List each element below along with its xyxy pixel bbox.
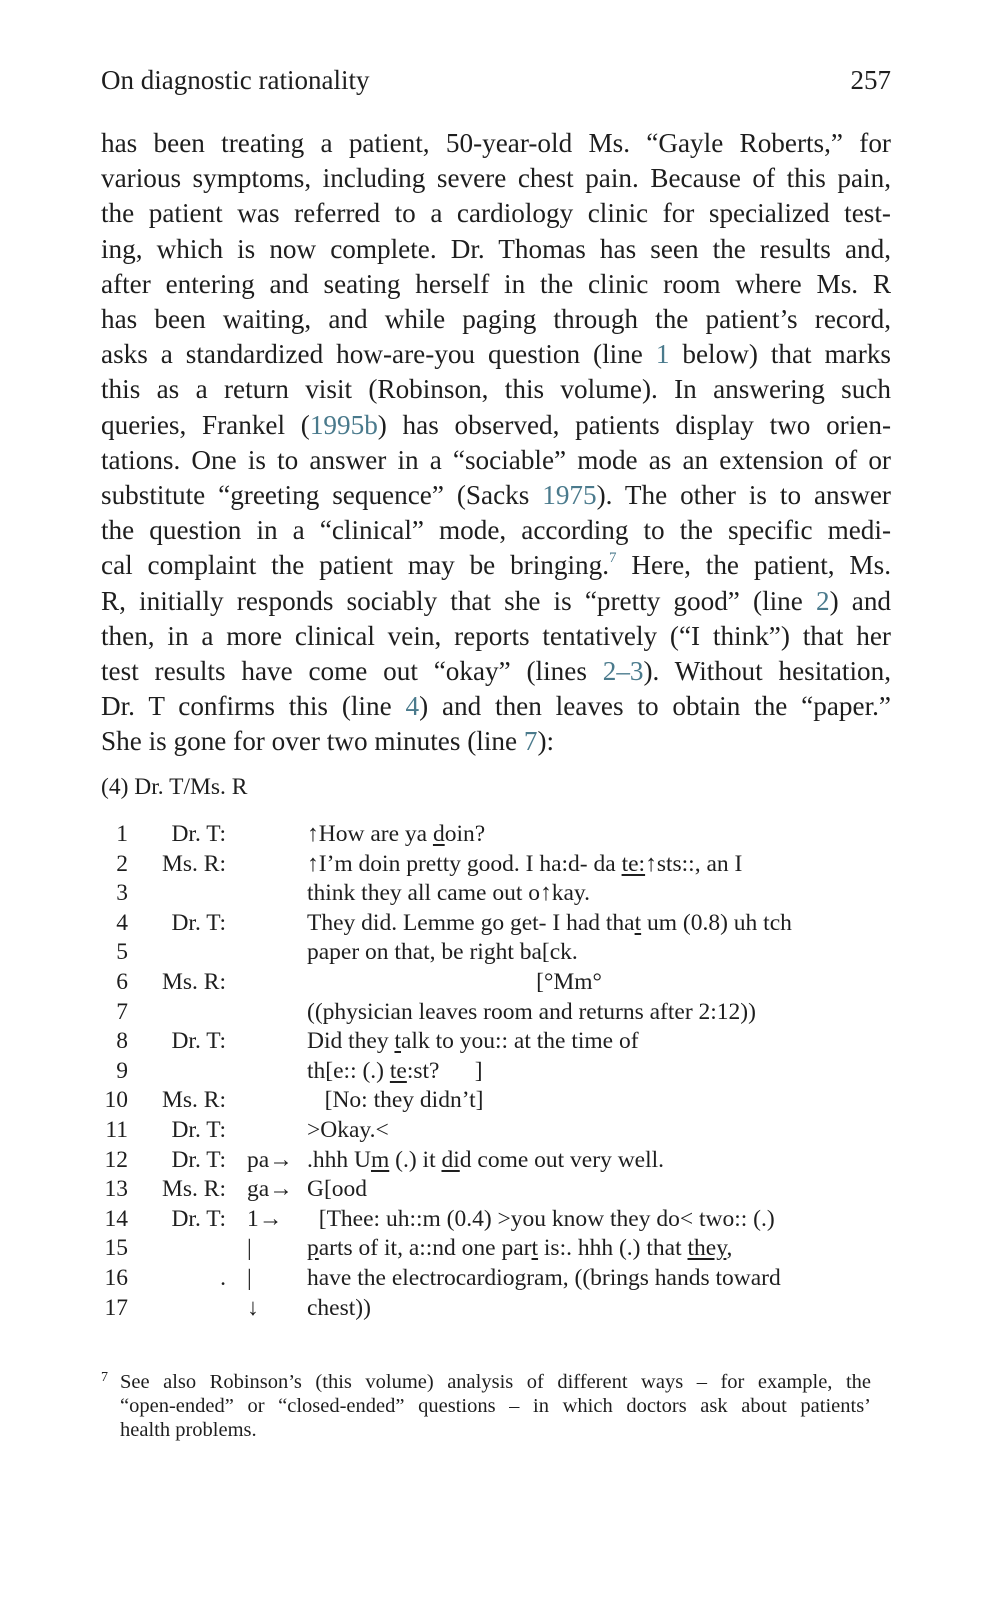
line-number: 4	[116, 909, 128, 936]
paragraph-line: the patient was referred to a cardiology clinic for specialized test-	[101, 198, 891, 229]
line-number: 7	[116, 998, 128, 1025]
page-number: 257	[850, 65, 891, 95]
paragraph-line: has been waiting, and while paging through the patient’s record,	[101, 304, 891, 335]
cross-reference-link[interactable]: 1975	[542, 480, 597, 511]
transcript-line	[0, 1116, 988, 1146]
utterance-text: th[e:: (.) te:st? ]	[307, 1057, 483, 1084]
paragraph-line: this as a return visit (Robinson, this volume). In answering such	[101, 374, 891, 405]
stressed-syllable: t	[394, 1028, 401, 1055]
transcript-line	[0, 938, 988, 968]
running-head	[101, 64, 891, 96]
stressed-syllable: te	[389, 1057, 407, 1084]
speaker-label: Ms. R:	[162, 1087, 226, 1114]
stressed-syllable: m	[370, 1146, 390, 1173]
utterance-text: have the electrocardiogram, ((brings hands toward	[307, 1264, 781, 1291]
transcript-line	[0, 1175, 988, 1205]
line-number: 14	[104, 1205, 128, 1232]
line-number: 17	[104, 1294, 128, 1321]
paragraph-line: queries, Frankel (1995b) has observed, patients display two orien-	[101, 409, 891, 440]
utterance-text: They did. Lemme go get- I had that um (0.8) uh tch	[307, 909, 792, 936]
utterance-text: >Okay.<	[307, 1116, 389, 1143]
paragraph-line: tations. One is to answer in a “sociable” mode as an extension of or	[101, 444, 891, 475]
speaker-label: Dr. T:	[171, 1116, 226, 1143]
utterance-text: ((physician leaves room and returns after 2:12))	[307, 998, 756, 1025]
stressed-syllable: d	[432, 821, 445, 847]
cross-reference-link[interactable]: 7	[523, 726, 538, 757]
stressed-syllable: p	[307, 1235, 319, 1262]
footnote-mark: 7	[101, 1370, 108, 1385]
utterance-text: [°Mm°	[307, 968, 602, 995]
footnote-line: “open-ended” or “closed-ended” questions – in which doctors ask about patients’	[120, 1395, 871, 1417]
paragraph-line: ing, which is now complete. Dr. Thomas has seen the results and,	[101, 233, 891, 264]
transcript-line	[0, 1205, 988, 1235]
analysis-arrow: |	[247, 1264, 252, 1291]
speaker-label: Ms. R:	[162, 850, 226, 877]
excerpt-title: (4) Dr. T/Ms. R	[101, 774, 248, 800]
transcript-line	[0, 1086, 988, 1116]
utterance-text: chest))	[307, 1294, 371, 1321]
line-number: 6	[116, 968, 128, 995]
speaker-label: Ms. R:	[162, 1176, 226, 1203]
line-number: 5	[116, 939, 128, 966]
paragraph-line: cal complaint the patient may be bringing.$^7$ Here, the patient, Ms.	[101, 550, 891, 581]
analysis-arrow: ga→	[247, 1176, 293, 1203]
stressed-syllable: t	[531, 1235, 539, 1262]
cross-reference-link[interactable]: 1995b	[309, 409, 378, 440]
line-number: 9	[116, 1057, 128, 1084]
line-number: 13	[104, 1176, 128, 1203]
transcript-line	[0, 968, 988, 998]
cross-reference-link[interactable]: 4	[405, 691, 420, 722]
stressed-syllable: t	[634, 909, 642, 936]
cross-reference-link[interactable]: 2–3	[602, 656, 644, 687]
running-head-title: On diagnostic rationality	[101, 65, 370, 95]
speaker-label: Dr. T:	[171, 909, 226, 936]
utterance-text: think they all came out o↑kay.	[307, 880, 591, 907]
transcript-line	[0, 850, 988, 880]
analysis-arrow: 1→	[247, 1205, 283, 1232]
paragraph-line: test results have come out “okay” (lines 2–3). Without hesitation,	[101, 656, 891, 687]
speaker-label: Dr. T:	[171, 821, 226, 847]
analysis-arrow: ↓	[247, 1294, 259, 1321]
utterance-text: Did they talk to you:: at the time of	[307, 1028, 639, 1055]
line-number: 11	[105, 1116, 128, 1143]
footnote-line: See also Robinson’s (this volume) analysis of different ways – for example, the	[120, 1371, 871, 1393]
utterance-text: parts of it, a::nd one part is:. hhh (.) that they,	[307, 1235, 733, 1262]
analysis-arrow: pa→	[247, 1146, 293, 1173]
line-number: 12	[104, 1146, 128, 1173]
utterance-text: [No: they didn’t]	[307, 1087, 484, 1114]
speaker-label: Ms. R:	[162, 968, 226, 995]
transcript-line	[0, 1264, 988, 1294]
footnote	[101, 1370, 871, 1442]
body-paragraph	[101, 126, 891, 760]
utterance-text: .hhh Um (.) it did come out very well.	[307, 1146, 665, 1173]
transcript	[0, 820, 988, 1323]
cross-reference-link[interactable]: 2	[815, 585, 830, 616]
utterance-text: ↑How are ya doin?	[307, 821, 486, 847]
paragraph-line: after entering and seating herself in the clinic room where Ms. R	[101, 268, 891, 299]
utterance-text: [Thee: uh::m (0.4) >you know they do< two:: (.)	[307, 1205, 775, 1232]
paragraph-line: She is gone for over two minutes (line 7):	[101, 726, 555, 757]
line-number: 3	[116, 880, 128, 907]
footnote-text	[120, 1370, 871, 1442]
paragraph-line: substitute “greeting sequence” (Sacks 1975). The other is to answer	[101, 480, 891, 511]
transcript-line	[0, 820, 988, 850]
analysis-arrow: |	[247, 1235, 252, 1262]
speaker-label: Dr. T:	[171, 1028, 226, 1055]
line-number: 1	[116, 821, 128, 847]
transcript-line	[0, 909, 988, 939]
stressed-syllable: they	[687, 1235, 727, 1262]
stressed-syllable: di	[441, 1146, 460, 1173]
speaker-label: Dr. T:	[171, 1205, 226, 1232]
utterance-text: paper on that, be right ba[ck.	[307, 939, 578, 966]
transcript-line	[0, 1027, 988, 1057]
transcript-line	[0, 1146, 988, 1176]
paragraph-line: Dr. T confirms this (line 4) and then leaves to obtain the “paper.”	[101, 691, 891, 722]
utterance-text: G[ood	[307, 1176, 368, 1203]
paragraph-line: has been treating a patient, 50-year-old Ms. “Gayle Roberts,” for	[101, 128, 891, 158]
line-number: 2	[116, 850, 128, 877]
transcript-line	[0, 1294, 988, 1324]
transcript-line	[0, 1057, 988, 1087]
transcript-line	[0, 998, 988, 1028]
stressed-syllable: te:	[621, 850, 646, 877]
paragraph-line: various symptoms, including severe chest pain. Because of this pain,	[101, 163, 891, 194]
paragraph-line: then, in a more clinical vein, reports tentatively (“I think”) that her	[101, 620, 891, 651]
transcript-line	[0, 1234, 988, 1264]
line-number: 15	[104, 1235, 128, 1262]
paragraph-line: R, initially responds sociably that she is “pretty good” (line 2) and	[101, 585, 892, 616]
footnote-line: health problems.	[120, 1419, 257, 1441]
paragraph-line: asks a standardized how-are-you question (line 1 below) that marks	[101, 339, 891, 370]
transcript-line	[0, 879, 988, 909]
line-number: 10	[104, 1087, 128, 1114]
line-number: 8	[116, 1028, 128, 1055]
footnote-reference[interactable]: 7	[609, 550, 617, 567]
speaker-label: Dr. T:	[171, 1146, 226, 1173]
speaker-label: .	[220, 1264, 226, 1291]
cross-reference-link[interactable]: 1	[655, 339, 670, 370]
utterance-text: ↑I’m doin pretty good. I ha:d- da te:↑sts::, an I	[307, 850, 743, 877]
paragraph-line: the question in a “clinical” mode, according to the specific medi-	[101, 515, 891, 546]
line-number: 16	[104, 1264, 128, 1291]
